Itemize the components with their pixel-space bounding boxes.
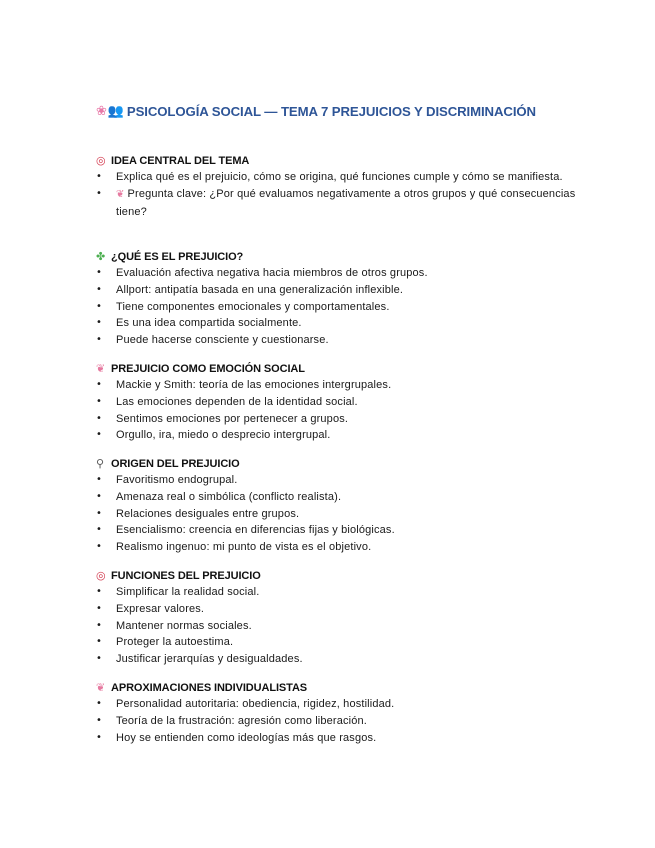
section-que-es-prejuicio bbox=[96, 248, 576, 349]
section-heading bbox=[96, 152, 576, 169]
bullet-list bbox=[96, 472, 576, 556]
section-heading bbox=[96, 360, 576, 377]
list-item: • Justificar jerarquías y desigualdades. bbox=[96, 651, 576, 668]
section-origen bbox=[96, 455, 576, 556]
flower-icon: ❀ bbox=[96, 104, 107, 119]
list-item: • Es una idea compartida socialmente. bbox=[96, 315, 576, 332]
list-item: • Allport: antipatía basada en una generalización inflexible. bbox=[96, 282, 576, 299]
bullet-icon: • bbox=[96, 317, 103, 329]
list-item: • Amenaza real o simbólica (conflicto realista). bbox=[96, 489, 576, 506]
list-item: • Personalidad autoritaria: obediencia, rigidez, hostilidad. bbox=[96, 696, 576, 713]
bullet-icon: • bbox=[96, 541, 103, 553]
list-item: • Sentimos emociones por pertenecer a grupos. bbox=[96, 411, 576, 428]
bullet-icon: • bbox=[96, 586, 103, 597]
bullet-icon: • bbox=[96, 524, 103, 536]
bullet-icon: • bbox=[96, 300, 103, 312]
bullet-icon: • bbox=[96, 187, 103, 199]
bullet-icon: • bbox=[96, 731, 103, 743]
list-item: • Relaciones desiguales entre grupos. bbox=[96, 506, 576, 523]
section-heading-text: ORIGEN DEL PREJUICIO bbox=[111, 457, 240, 470]
bullet-list bbox=[96, 265, 576, 349]
section-idea-central bbox=[96, 152, 576, 220]
target-icon: ◎ bbox=[96, 154, 106, 167]
list-item: • Tiene componentes emocionales y comportamentales. bbox=[96, 299, 576, 316]
section-heading bbox=[96, 679, 576, 696]
section-funciones bbox=[96, 567, 576, 668]
list-item: • Expresar valores. bbox=[96, 601, 576, 618]
search-icon: ⚲ bbox=[96, 457, 104, 470]
list-item: • Teoría de la frustración: agresión como liberación. bbox=[96, 713, 576, 730]
list-item: • Hoy se entienden como ideologías más que rasgos. bbox=[96, 730, 576, 747]
section-heading-text: ¿QUÉ ES EL PREJUICIO? bbox=[111, 250, 244, 263]
list-item: • Puede hacerse consciente y cuestionarse. bbox=[96, 332, 576, 349]
bullet-icon: • bbox=[96, 507, 103, 519]
bullet-icon: • bbox=[96, 714, 103, 726]
list-item: • ❦ Pregunta clave: ¿Por qué evaluamos negativamente a otros grupos y qué consecuencias tiene? bbox=[96, 187, 576, 218]
list-item: • Favoritismo endogrupal. bbox=[96, 472, 576, 489]
bullet-list bbox=[96, 584, 576, 668]
bullet-icon: • bbox=[96, 602, 103, 614]
bullet-icon: • bbox=[96, 412, 103, 424]
section-heading bbox=[96, 455, 576, 472]
target-icon: ◎ bbox=[96, 569, 106, 582]
list-item: • Realismo ingenuo: mi punto de vista es el objetivo. bbox=[96, 539, 576, 556]
bullet-icon: • bbox=[96, 490, 103, 502]
brain-icon: ❦ bbox=[96, 362, 106, 375]
section-heading-text: FUNCIONES DEL PREJUICIO bbox=[111, 569, 261, 582]
page-title bbox=[96, 104, 536, 119]
section-heading bbox=[96, 567, 576, 584]
bullet-icon: • bbox=[96, 698, 103, 709]
section-emocion-social bbox=[96, 360, 576, 444]
bullet-icon: • bbox=[96, 429, 103, 441]
bullet-list bbox=[96, 169, 576, 220]
list-item: • Orgullo, ira, miedo o desprecio intergrupal. bbox=[96, 427, 576, 444]
brain-icon: ❦ bbox=[96, 681, 106, 694]
people-icon: 👥 bbox=[107, 104, 124, 119]
list-item: • Simplificar la realidad social. bbox=[96, 584, 576, 601]
bullet-icon: • bbox=[96, 171, 103, 182]
section-heading-text: APROXIMACIONES INDIVIDUALISTAS bbox=[111, 681, 308, 694]
bullet-icon: • bbox=[96, 283, 103, 295]
bullet-icon: • bbox=[96, 653, 103, 665]
bullet-list bbox=[96, 377, 576, 444]
list-item: • Esencialismo: creencia en diferencias fijas y biológicas. bbox=[96, 522, 576, 539]
bullet-icon: • bbox=[96, 267, 103, 278]
bullet-list bbox=[96, 696, 576, 746]
section-heading bbox=[96, 248, 576, 265]
section-heading-text: PREJUICIO COMO EMOCIÓN SOCIAL bbox=[111, 362, 305, 375]
bullet-icon: • bbox=[96, 474, 103, 485]
list-item: • Las emociones dependen de la identidad social. bbox=[96, 394, 576, 411]
bullet-icon: • bbox=[96, 379, 103, 390]
bullet-icon: • bbox=[96, 334, 103, 346]
list-item: • Explica qué es el prejuicio, cómo se origina, qué funciones cumple y cómo se manifiesta. bbox=[96, 169, 576, 186]
bullet-icon: • bbox=[96, 636, 103, 648]
page-title-text: PSICOLOGÍA SOCIAL — TEMA 7 PREJUICIOS Y DISCRIMINACIÓN bbox=[126, 104, 536, 119]
brain-icon: ❦ bbox=[116, 188, 125, 200]
section-heading-text: IDEA CENTRAL DEL TEMA bbox=[111, 154, 250, 167]
bullet-icon: • bbox=[96, 395, 103, 407]
bullet-icon: • bbox=[96, 619, 103, 631]
list-item: • Proteger la autoestima. bbox=[96, 634, 576, 651]
list-item: • Mantener normas sociales. bbox=[96, 618, 576, 635]
section-aproximaciones bbox=[96, 679, 576, 746]
puzzle-icon: ✤ bbox=[96, 250, 106, 263]
list-item: • Evaluación afectiva negativa hacia miembros de otros grupos. bbox=[96, 265, 576, 282]
list-item: • Mackie y Smith: teoría de las emociones intergrupales. bbox=[96, 377, 576, 394]
